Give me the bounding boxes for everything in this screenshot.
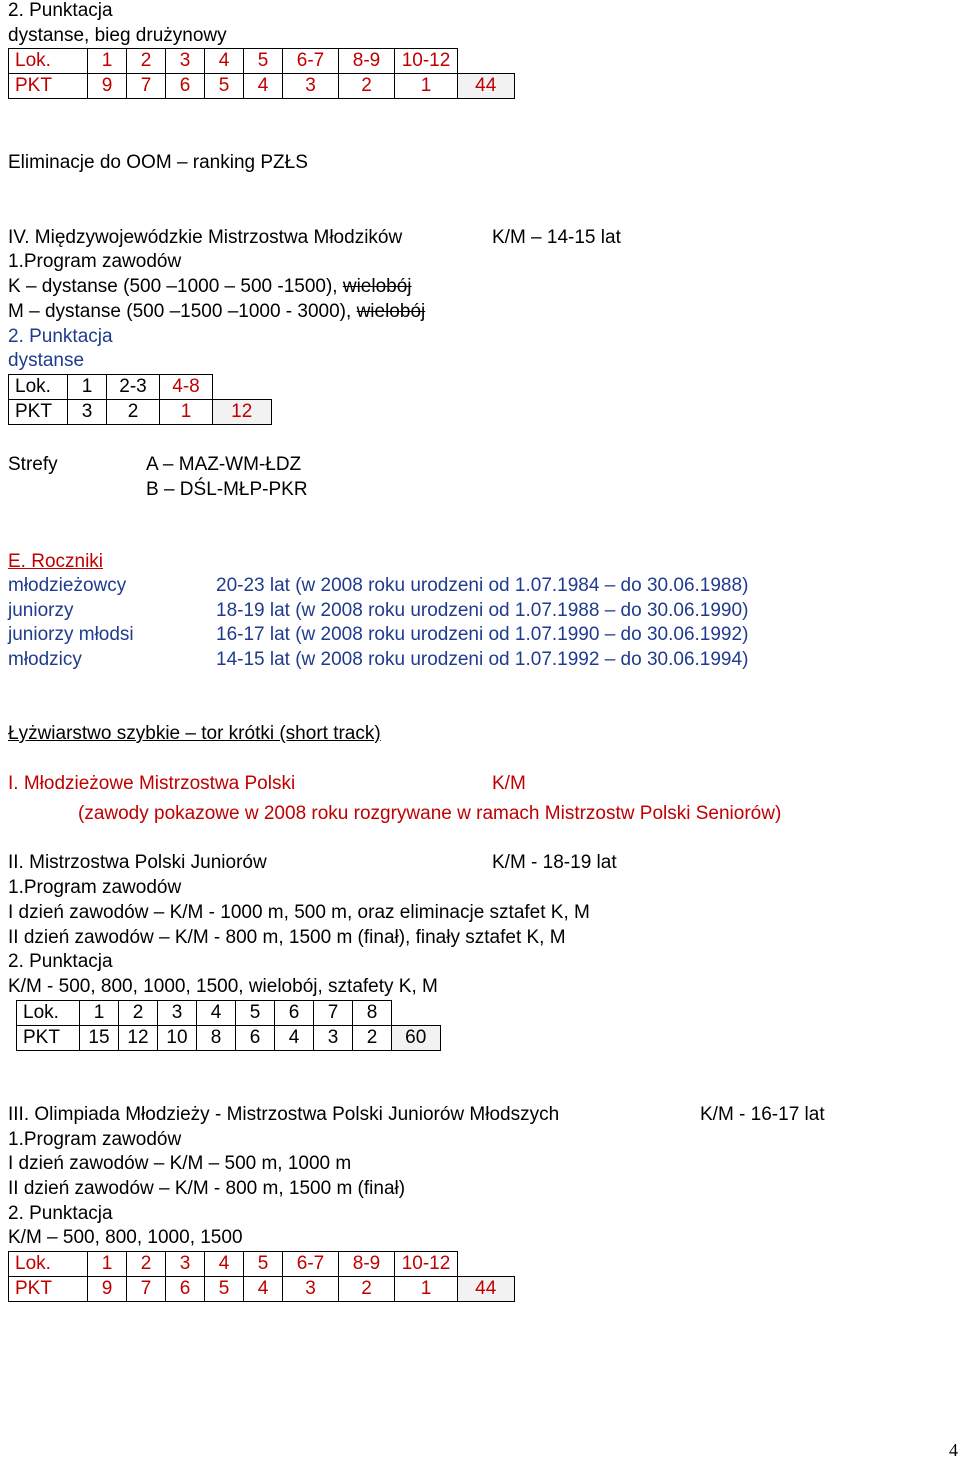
table-cell: 4 (205, 49, 244, 74)
table-cell: 2-3 (107, 375, 160, 400)
strefa-a: A – MAZ-WM-ŁDZ (146, 454, 302, 475)
table-total: 12 (213, 400, 272, 425)
table-cell: 2 (127, 1252, 166, 1277)
rocznik-cat: juniorzy młodsi (8, 624, 134, 645)
iii-age: K/M - 16-17 lat (700, 1104, 825, 1125)
table-cell: 6 (166, 74, 205, 99)
table-total: 44 (458, 1277, 515, 1302)
table-row-lok (9, 49, 515, 74)
table-cell: 9 (88, 74, 127, 99)
table-row-lok (9, 1252, 515, 1277)
ii-age: K/M - 18-19 lat (492, 852, 617, 873)
table-cell: 12 (119, 1026, 158, 1051)
table-row-lok (9, 375, 272, 400)
table-cell: 1 (395, 74, 458, 99)
ii-day2: II dzień zawodów – K/M - 800 m, 1500 m (finał), finały sztafet K, M (8, 927, 566, 948)
iv-k-strike: wielobój (342, 276, 412, 297)
table-cell: 5 (244, 49, 283, 74)
table-cell: 7 (127, 1277, 166, 1302)
strefa-b: B – DŚL-MŁP-PKR (146, 479, 308, 500)
iv-program: 1.Program zawodów (8, 251, 182, 272)
iii-points-table (8, 1251, 515, 1302)
table-cell: 2 (353, 1026, 392, 1051)
iv-title: IV. Międzywojewódzkie Mistrzostwa Młodzików (8, 227, 403, 248)
table-total: 44 (458, 74, 515, 99)
strefy-label: Strefy (8, 454, 58, 475)
iii-day2: II dzień zawodów – K/M - 800 m, 1500 m (finał) (8, 1178, 406, 1199)
iii-punktacja: 2. Punktacja (8, 1203, 113, 1224)
table-cell: 1 (395, 1277, 458, 1302)
iii-title: III. Olimpiada Młodzieży - Mistrzostwa Polski Juniorów Młodszych (8, 1104, 560, 1125)
ii-dist: K/M - 500, 800, 1000, 1500, wielobój, sztafety K, M (8, 976, 438, 997)
iv-punktacja: 2. Punktacja (8, 326, 113, 347)
table-cell: 6 (166, 1277, 205, 1302)
table-cell: PKT (9, 1277, 88, 1302)
table-cell: 6 (275, 1001, 314, 1026)
table-cell: PKT (17, 1026, 80, 1051)
table-cell: 15 (80, 1026, 119, 1051)
table-cell: 2 (119, 1001, 158, 1026)
table-cell: 2 (339, 74, 395, 99)
iii-dist: K/M – 500, 800, 1000, 1500 (8, 1227, 243, 1248)
table-cell: 2 (127, 49, 166, 74)
table-cell: 1 (88, 1252, 127, 1277)
table-cell: 9 (88, 1277, 127, 1302)
rocznik-range: 16-17 lat (w 2008 roku urodzeni od 1.07.1990 – do 30.06.1992) (216, 624, 749, 645)
iv-m-text: M – dystanse (500 –1500 –1000 - 3000), (8, 301, 357, 322)
ii-points-table (16, 1000, 441, 1051)
iv-m-line (8, 301, 425, 323)
table-total: 60 (392, 1026, 441, 1051)
ii-title: II. Mistrzostwa Polski Juniorów (8, 852, 267, 873)
rocznik-range: 20-23 lat (w 2008 roku urodzeni od 1.07.1984 – do 30.06.1988) (216, 575, 749, 596)
table-cell: 7 (314, 1001, 353, 1026)
table-cell: 4 (197, 1001, 236, 1026)
table-cell: 5 (205, 74, 244, 99)
table-cell: 10 (158, 1026, 197, 1051)
iv-m-strike: wielobój (356, 301, 426, 322)
iv-points-table (8, 374, 272, 425)
rocznik-cat: juniorzy (8, 600, 74, 621)
table-cell: 4-8 (160, 375, 213, 400)
rocznik-range: 14-15 lat (w 2008 roku urodzeni od 1.07.1992 – do 30.06.1994) (216, 649, 749, 670)
table-row-pkt (9, 74, 515, 99)
table-cell: 6-7 (283, 49, 339, 74)
table-cell: 3 (283, 74, 339, 99)
table-cell: 5 (236, 1001, 275, 1026)
roczniki-title: E. Roczniki (8, 551, 104, 572)
table-cell: 3 (68, 400, 107, 425)
table-cell: 4 (244, 1277, 283, 1302)
table-row-lok (17, 1001, 441, 1026)
table-cell: 8-9 (339, 49, 395, 74)
table-cell: 3 (158, 1001, 197, 1026)
iv-k-text: K – dystanse (500 –1000 – 500 -1500), (8, 276, 343, 297)
page-number: 4 (949, 1440, 958, 1460)
ii-punktacja: 2. Punktacja (8, 951, 113, 972)
table-cell: Lok. (17, 1001, 80, 1026)
mp-note: (zawody pokazowe w 2008 roku rozgrywane w ramach Mistrzostw Polski Seniorów) (78, 803, 782, 824)
table-cell: Lok. (9, 375, 68, 400)
mp-title: I. Młodzieżowe Mistrzostwa Polski (8, 773, 296, 794)
table-cell: 8-9 (339, 1252, 395, 1277)
table-cell: 2 (339, 1277, 395, 1302)
table-cell: Lok. (9, 49, 88, 74)
table-cell: 10-12 (395, 49, 458, 74)
section-subtitle: dystanse, bieg drużynowy (8, 25, 227, 46)
table-cell: 3 (283, 1277, 339, 1302)
table-cell: 1 (80, 1001, 119, 1026)
rocznik-cat: młodzieżowcy (8, 575, 127, 596)
table-cell: 10-12 (395, 1252, 458, 1277)
table-cell: 3 (166, 49, 205, 74)
iv-age: K/M – 14-15 lat (492, 227, 621, 248)
ii-program: 1.Program zawodów (8, 877, 182, 898)
table-cell: 4 (205, 1252, 244, 1277)
short-track-title: Łyżwiarstwo szybkie – tor krótki (short track) (8, 723, 381, 744)
iv-dystanse: dystanse (8, 350, 85, 371)
table-cell: 1 (68, 375, 107, 400)
table-cell: PKT (9, 400, 68, 425)
table-row-pkt (17, 1026, 441, 1051)
table-cell: 3 (166, 1252, 205, 1277)
points-table (8, 48, 515, 99)
table-cell: 2 (107, 400, 160, 425)
table-cell: 1 (160, 400, 213, 425)
mp-km: K/M (492, 773, 526, 794)
ii-day1: I dzień zawodów – K/M - 1000 m, 500 m, oraz eliminacje sztafet K, M (8, 902, 590, 923)
table-cell: 4 (244, 74, 283, 99)
table-cell: Lok. (9, 1252, 88, 1277)
rocznik-range: 18-19 lat (w 2008 roku urodzeni od 1.07.1988 – do 30.06.1990) (216, 600, 749, 621)
table-cell: 8 (197, 1026, 236, 1051)
table-cell: 5 (205, 1277, 244, 1302)
iii-program: 1.Program zawodów (8, 1129, 182, 1150)
table-cell: 6 (236, 1026, 275, 1051)
table-cell: 5 (244, 1252, 283, 1277)
rocznik-cat: młodzicy (8, 649, 82, 670)
table-cell: 8 (353, 1001, 392, 1026)
table-cell: 3 (314, 1026, 353, 1051)
table-row-pkt (9, 400, 272, 425)
table-cell: PKT (9, 74, 88, 99)
section-heading: 2. Punktacja (8, 0, 113, 21)
table-cell: 7 (127, 74, 166, 99)
table-cell: 6-7 (283, 1252, 339, 1277)
iii-day1: I dzień zawodów – K/M – 500 m, 1000 m (8, 1153, 352, 1174)
oom-title: Eliminacje do OOM – ranking PZŁS (8, 152, 308, 173)
table-cell: 1 (88, 49, 127, 74)
table-cell: 4 (275, 1026, 314, 1051)
iv-k-line (8, 276, 412, 298)
table-row-pkt (9, 1277, 515, 1302)
